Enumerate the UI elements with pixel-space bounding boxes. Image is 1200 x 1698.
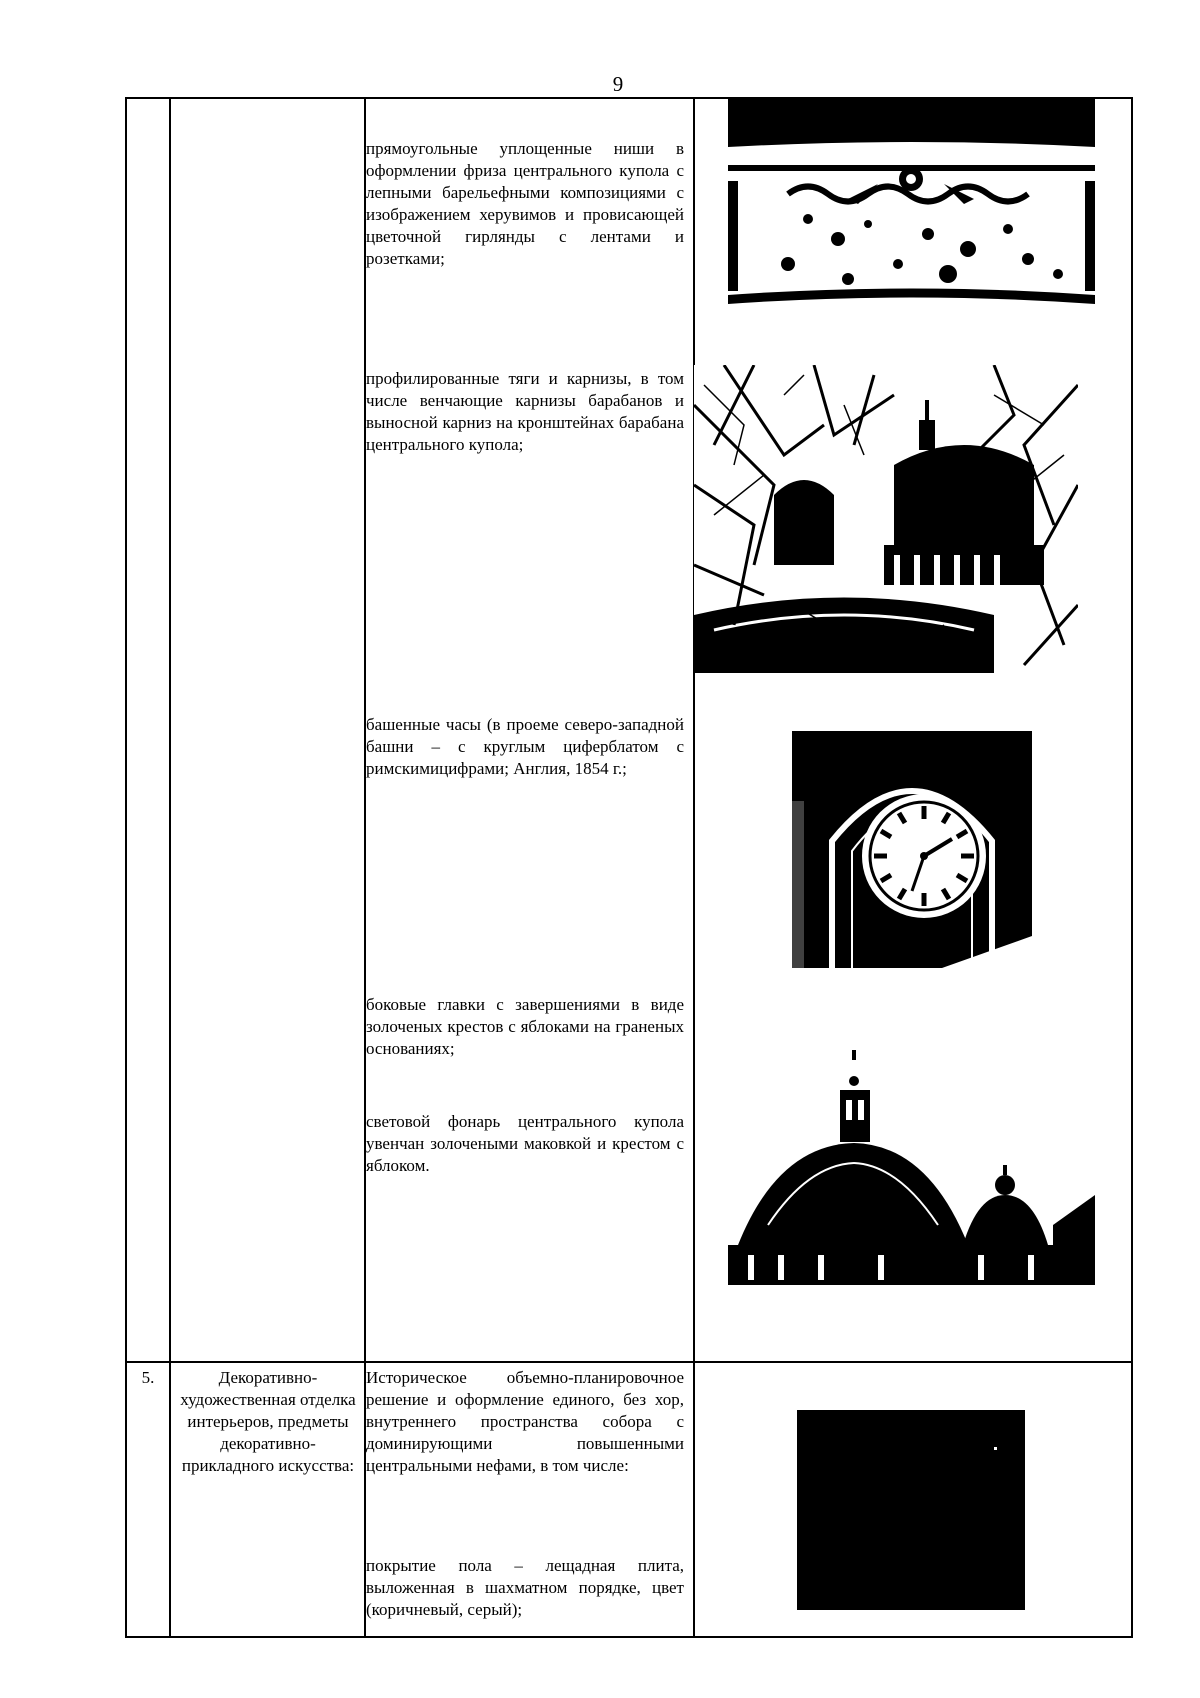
row-number: 5. bbox=[141, 1368, 155, 1387]
table-cell-description: прямоугольные уплощенные ниши в оформлении фриза центрального купола с лепными барельефными композициями с изображением херувимов и провисающей цветочной гирлянды с лентами и розетками; bbox=[366, 139, 684, 268]
dark-interior-photo bbox=[797, 1410, 1025, 1610]
tower-clock-photo bbox=[792, 731, 1032, 968]
table-cell-description: покрытие пола – лещадная плита, выложенная в шахматном порядке, цвет (коричневый, серый); bbox=[366, 1556, 684, 1619]
row-category: Декоративно-художественная отделка интерьеров, предметы декоративно-прикладного искусства: bbox=[180, 1368, 356, 1475]
table-cell-description: профилированные тяги и карнизы, в том числе венчающие карнизы барабанов и выносной карниз на кронштейнах барабана центрального купола; bbox=[366, 369, 684, 454]
table-cell-description: боковые главки с завершениями в виде золоченых крестов с яблоками на граненых основаниях; bbox=[366, 995, 684, 1058]
domes-with-crosses-photo bbox=[728, 1045, 1095, 1285]
table-cell-description: башенные часы (в проеме северо-западной башни – с круглым циферблатом с римскимицифрами; Англия, 1854 г.; bbox=[366, 715, 684, 778]
col-border-3 bbox=[693, 97, 695, 1638]
frieze-relief-photo bbox=[728, 99, 1095, 309]
table-cell-description: световой фонарь центрального купола увенчан золочеными маковкой и крестом с яблоком. bbox=[366, 1112, 684, 1175]
row-divider bbox=[125, 1361, 1133, 1363]
table-bottom-border bbox=[125, 1636, 1133, 1638]
col-border-1 bbox=[169, 97, 171, 1638]
page-number: 9 bbox=[612, 72, 624, 96]
table-cell-description: Историческое объемно-планировочное решение и оформление единого, без хор, внутреннего пространства собора с доминирующими повышенными центральными нефами, в том числе: bbox=[366, 1368, 684, 1475]
col-border-right bbox=[1131, 97, 1133, 1638]
col-border-left bbox=[125, 97, 127, 1638]
dome-drums-with-trees-photo bbox=[694, 365, 1078, 673]
